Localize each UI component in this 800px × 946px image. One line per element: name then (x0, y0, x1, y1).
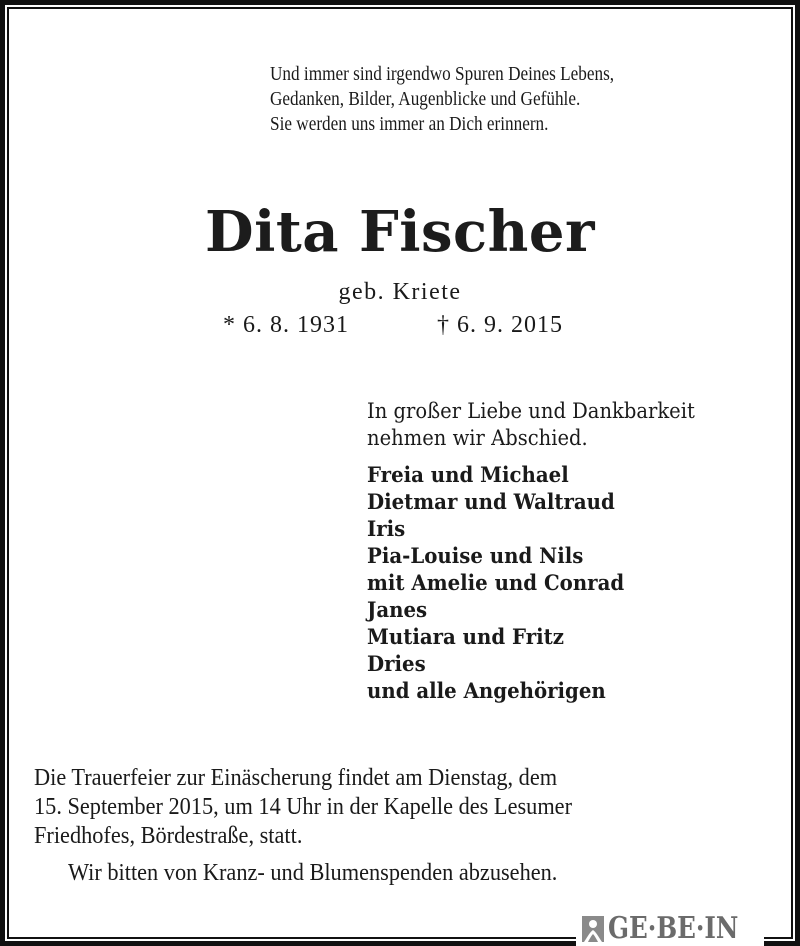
mourner: Dries (367, 651, 426, 676)
memorial-quote (270, 62, 614, 137)
mourners-list (367, 461, 624, 704)
quote-line: Und immer sind irgendwo Spuren Deines Lebens, (270, 63, 615, 85)
farewell-line: nehmen wir Abschied. (367, 426, 588, 450)
deceased-name: Dita Fischer (205, 199, 595, 265)
mourner: Janes (367, 597, 428, 622)
mourner: mit Amelie und Conrad (367, 570, 625, 595)
gebein-logo-icon (582, 916, 604, 942)
donation-request: Wir bitten von Kranz- und Blumenspenden abzusehen. (68, 860, 558, 886)
quote-line: Gedanken, Bilder, Augenblicke und Gefühle. (270, 88, 581, 110)
funeral-service-info (34, 764, 572, 851)
mourner: und alle Angehörigen (367, 678, 606, 703)
mourner: Dietmar und Waltraud (367, 489, 615, 514)
birth-date: * 6. 8. 1931 (223, 312, 349, 338)
death-date: † 6. 9. 2015 (437, 312, 563, 338)
mourner: Freia und Michael (367, 462, 569, 487)
maiden-name: geb. Kriete (338, 279, 462, 305)
gebein-logo (576, 912, 764, 946)
mourner: Pia-Louise und Nils (367, 543, 584, 568)
service-line: Die Trauerfeier zur Einäscherung findet am Dienstag, dem (34, 765, 558, 791)
logo-text: GE·BE·IN (608, 911, 739, 946)
mourner: Mutiara und Fritz (367, 624, 564, 649)
mourner: Iris (367, 516, 406, 541)
farewell-text (367, 398, 695, 452)
quote-line: Sie werden uns immer an Dich erinnern. (270, 113, 549, 135)
service-line: 15. September 2015, um 14 Uhr in der Kapelle des Lesumer (34, 794, 573, 820)
service-line: Friedhofes, Bördestraße, statt. (34, 823, 303, 849)
farewell-line: In großer Liebe und Dankbarkeit (367, 399, 695, 423)
